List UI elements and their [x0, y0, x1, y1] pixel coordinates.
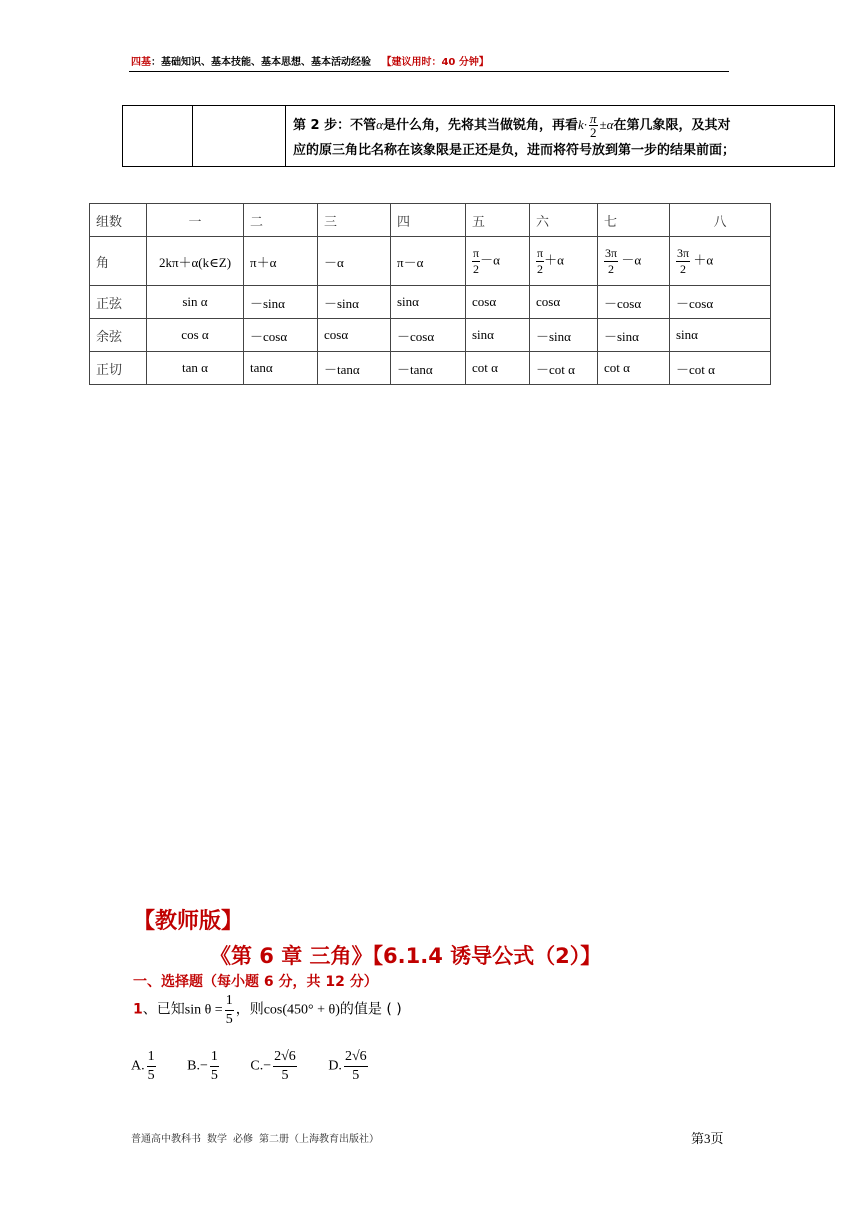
question-expression: cos(450° + θ): [263, 1002, 340, 1018]
header-cell: 五: [466, 204, 530, 237]
table-cell: －sinα: [244, 286, 318, 319]
step-table-cell-1: [123, 106, 193, 167]
given-fraction: $\frac{1}{5}$: [225, 993, 233, 1027]
option-b[interactable]: B.− $\frac{1}{5}$: [187, 1049, 218, 1083]
table-cell: －sinα: [318, 286, 391, 319]
header-cell: 二: [244, 204, 318, 237]
table-cell: cot α: [598, 352, 670, 385]
table-cell: tanα: [244, 352, 318, 385]
header-rule: [129, 71, 729, 72]
angle-cell: π－α: [391, 237, 466, 286]
row-label: 正弦: [90, 286, 147, 319]
table-cell: －sinα: [598, 319, 670, 352]
table-cell: cos α: [147, 319, 244, 352]
table-row-sine: [90, 286, 771, 319]
header-cell: 一: [147, 204, 244, 237]
option-c[interactable]: C.− $\frac{2√6}{5}$: [250, 1049, 296, 1083]
header-cell: 八: [670, 204, 771, 237]
table-cell: －cosα: [598, 286, 670, 319]
step-table-cell-2: [193, 106, 286, 167]
table-cell: －sinα: [530, 319, 598, 352]
header-time-note: 【建议用时：40 分钟】: [381, 57, 489, 68]
induction-table: [89, 203, 771, 385]
header-title: ：基础知识、基本技能、基本思想、基本活动经验: [151, 57, 371, 68]
header-cell: 三: [318, 204, 391, 237]
question-post: 的值是 ( ): [339, 1001, 402, 1018]
page-number: 第3页: [691, 1131, 724, 1146]
sin-theta: sin θ =: [184, 1002, 223, 1018]
table-row-angle: [90, 237, 771, 286]
question-1: [133, 992, 402, 1029]
header-tag: 四基: [131, 57, 151, 68]
teacher-version-label: 【教师版】: [133, 909, 244, 934]
table-cell: sinα: [466, 319, 530, 352]
row-label: 正切: [90, 352, 147, 385]
table-cell: cosα: [530, 286, 598, 319]
table-row-tangent: [90, 352, 771, 385]
answer-options: [131, 1048, 396, 1085]
angle-cell: $\frac{\pi}{2}$ －α: [466, 237, 530, 286]
section-heading: 一、选择题（每小题 6 分，共 12 分）: [133, 974, 378, 990]
step-2-text: [286, 106, 834, 163]
table-cell: －tanα: [318, 352, 391, 385]
angle-cell: $\frac{3\pi}{2}$ －α: [598, 237, 670, 286]
step-line1-mid: 是什么角，先将其当做锐角，再看: [382, 118, 578, 133]
table-cell: cosα: [318, 319, 391, 352]
table-header-row: [90, 204, 771, 237]
table-cell: －cosα: [391, 319, 466, 352]
step-line1-suffix: 在第几象限，及其对: [613, 118, 731, 133]
step-line1-prefix: 第 2 步：不管: [293, 118, 377, 133]
angle-cell: π＋α: [244, 237, 318, 286]
header-cell: 四: [391, 204, 466, 237]
table-row-cosine: [90, 319, 771, 352]
footer-book-info: 普通高中教科书 数学 必修 第二册（上海教育出版社）: [131, 1134, 380, 1145]
step-pm-alpha: ±α: [599, 117, 614, 132]
step-table-cell-3: [286, 106, 835, 167]
option-a[interactable]: A. $\frac{1}{5}$: [131, 1049, 155, 1083]
table-cell: tan α: [147, 352, 244, 385]
angle-cell: $\frac{3\pi}{2}$ ＋α: [670, 237, 771, 286]
table-cell: cot α: [466, 352, 530, 385]
option-d[interactable]: D. $\frac{2√6}{5}$: [328, 1049, 367, 1083]
angle-cell: 2kπ＋α(k∈Z): [147, 237, 244, 286]
header-cell: 组数: [90, 204, 147, 237]
table-cell: －cosα: [670, 286, 771, 319]
angle-cell: $\frac{\pi}{2}$ ＋α: [530, 237, 598, 286]
question-number: 1: [133, 1001, 143, 1018]
header-cell: 七: [598, 204, 670, 237]
table-cell: －cot α: [670, 352, 771, 385]
step-pi-over-2: $\frac{\pi}{2}$: [589, 111, 597, 140]
page-header: [131, 53, 729, 68]
question-mid: ，则: [235, 1001, 264, 1018]
question-pre: 、已知: [142, 1001, 185, 1018]
table-cell: －tanα: [391, 352, 466, 385]
table-cell: cosα: [466, 286, 530, 319]
step-k: k·: [577, 117, 587, 132]
table-cell: sinα: [670, 319, 771, 352]
chapter-title: 《第 6 章 三角》【6.1.4 诱导公式（2）】: [210, 944, 602, 968]
table-cell: －cot α: [530, 352, 598, 385]
header-cell: 六: [530, 204, 598, 237]
table-cell: －cosα: [244, 319, 318, 352]
step-alpha: α: [376, 117, 383, 132]
step-table: [122, 105, 835, 167]
row-label: 角: [90, 237, 147, 286]
row-label: 余弦: [90, 319, 147, 352]
step-line2: 应的原三角比名称在该象限是正还是负，进而将符号放到第一步的结果前面；: [293, 143, 736, 158]
angle-cell: －α: [318, 237, 391, 286]
table-cell: sinα: [391, 286, 466, 319]
table-cell: sin α: [147, 286, 244, 319]
